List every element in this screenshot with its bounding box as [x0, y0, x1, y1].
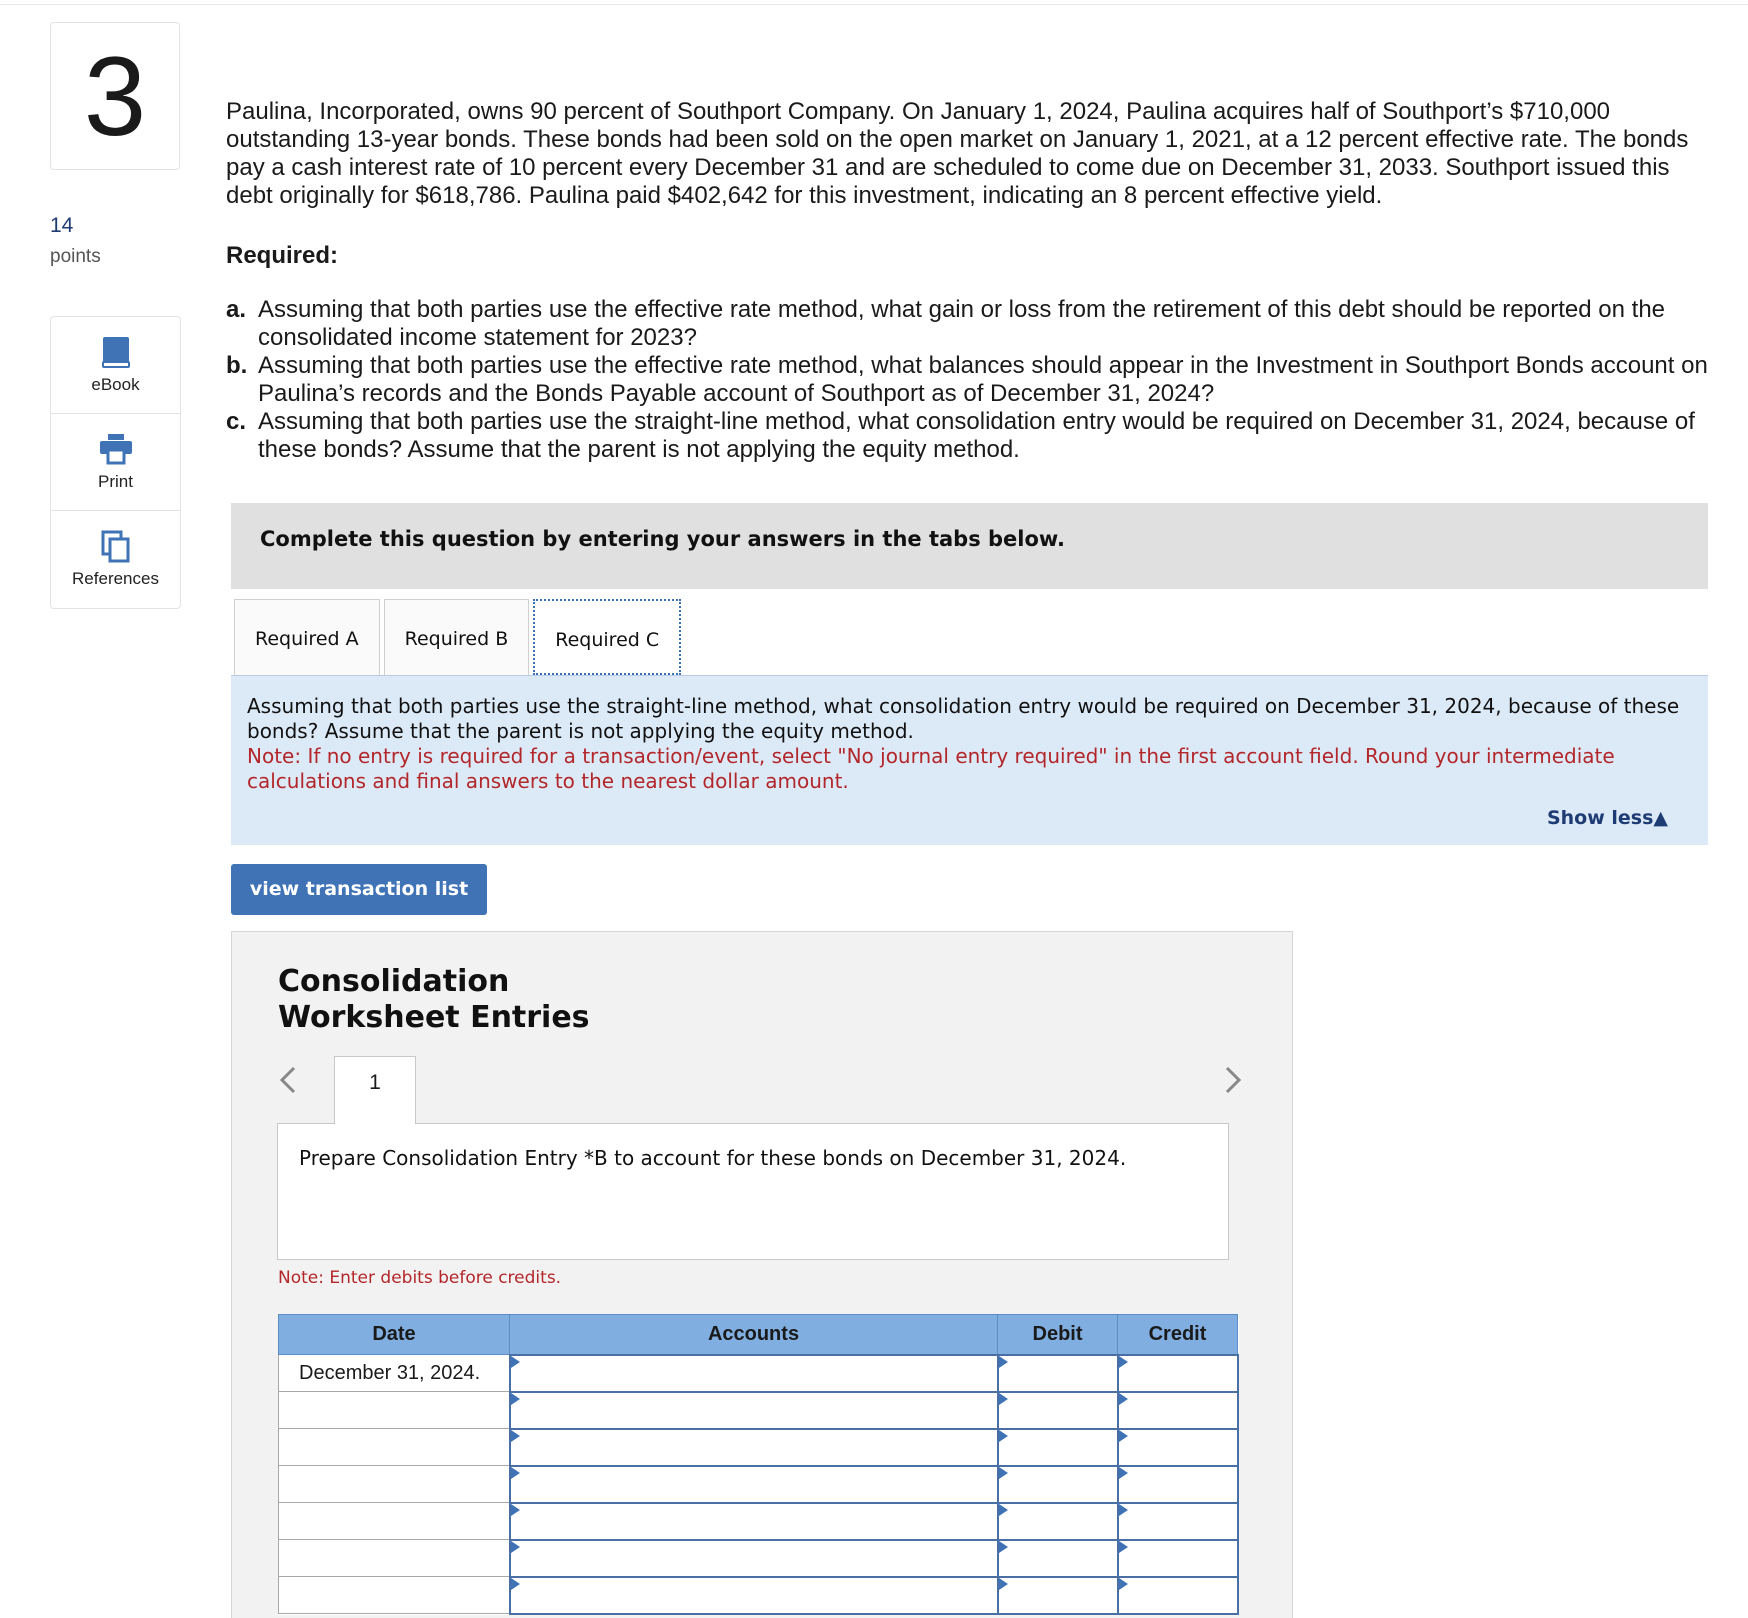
entry-page-tab[interactable]: 1 [334, 1056, 416, 1124]
date-cell [279, 1540, 510, 1577]
required-heading: Required: [226, 242, 339, 269]
debit-input[interactable] [998, 1429, 1118, 1466]
entry-prompt: Prepare Consolidation Entry *B to account for these bonds on December 31, 2024. [277, 1123, 1229, 1260]
tab-note: Note: If no entry is required for a transaction/event, select "No journal entry required" in the first account field. Round your intermediate calculations and final answers to the nearest dollar amount. [247, 744, 1615, 793]
table-row [279, 1355, 1238, 1392]
requirement-letter: b. [226, 352, 248, 379]
table-row [279, 1392, 1238, 1429]
date-cell [279, 1429, 510, 1466]
date-cell [279, 1466, 510, 1503]
credit-input[interactable] [1118, 1540, 1238, 1577]
table-row [279, 1466, 1238, 1503]
journal-entry-table [278, 1314, 1239, 1615]
table-row [279, 1540, 1238, 1577]
points-label: points [50, 246, 101, 267]
worksheet-panel [231, 931, 1293, 1618]
credit-input[interactable] [1118, 1466, 1238, 1503]
requirement-c [226, 408, 1726, 464]
debit-input[interactable] [998, 1466, 1118, 1503]
question-number: 3 [50, 22, 180, 170]
date-cell [279, 1577, 510, 1614]
debit-input[interactable] [998, 1355, 1118, 1392]
chevron-left-icon[interactable] [274, 1060, 304, 1100]
tools-panel [50, 316, 181, 609]
debit-input[interactable] [998, 1540, 1118, 1577]
tab-required-a[interactable]: Required A [234, 599, 380, 675]
credit-input[interactable] [1118, 1429, 1238, 1466]
credit-input[interactable] [1118, 1577, 1238, 1614]
requirement-letter: c. [226, 408, 247, 435]
top-divider [0, 4, 1748, 5]
account-select[interactable] [510, 1466, 998, 1503]
account-select[interactable] [510, 1503, 998, 1540]
references-label: References [72, 569, 159, 588]
table-row [279, 1577, 1238, 1614]
requirement-text: Assuming that both parties use the effective rate method, what gain or loss from the retirement of this debt should be reported on the consolidated income statement for 2023? [258, 296, 1666, 351]
book-icon [51, 335, 180, 375]
tab-required-c[interactable]: Required C [533, 599, 681, 675]
problem-text: Paulina, Incorporated, owns 90 percent of Southport Company. On January 1, 2024, Paulina acquires half of Southport’s $710,000 outstanding 13-year bonds. These bonds had been sold on the open market on January 1, 2021, at a 12 percent effective rate. The bonds pay a cash interest rate of 10 percent every December 31 and are scheduled to come due on December 31, 2033. Southport issued this debt originally for $618,786. Paulina paid $402,642 for this investment, indicating an 8 percent effective yield. [226, 98, 1689, 209]
tab-required-b[interactable]: Required B [384, 599, 530, 675]
credit-input[interactable] [1118, 1503, 1238, 1540]
credit-input[interactable] [1118, 1392, 1238, 1429]
date-cell [279, 1503, 510, 1540]
tab-panel [231, 675, 1708, 845]
print-button[interactable] [51, 414, 180, 511]
print-label: Print [98, 472, 133, 491]
worksheet-title-line2: Worksheet Entries [278, 1000, 590, 1035]
date-cell [279, 1392, 510, 1429]
credit-input[interactable] [1118, 1355, 1238, 1392]
account-select[interactable] [510, 1392, 998, 1429]
requirement-text: Assuming that both parties use the straight-line method, what consolidation entry would be required on December 31, 2024, because of these bonds? Assume that the parent is not applying the equity method. [258, 408, 1695, 463]
requirement-a [226, 296, 1726, 352]
view-transaction-list-button[interactable]: view transaction list [231, 864, 487, 915]
debit-input[interactable] [998, 1503, 1118, 1540]
ebook-button[interactable] [51, 317, 180, 414]
column-credit: Credit [1118, 1315, 1238, 1355]
requirements-list [226, 296, 1726, 464]
debit-input[interactable] [998, 1392, 1118, 1429]
chevron-right-icon[interactable] [1217, 1060, 1247, 1100]
table-row [279, 1429, 1238, 1466]
column-debit: Debit [998, 1315, 1118, 1355]
points-value: 14 [50, 214, 74, 237]
tab-question: Assuming that both parties use the straight-line method, what consolidation entry would be required on December 31, 2024, because of these bonds? Assume that the parent is not applying the equity method. [247, 694, 1680, 743]
worksheet-note: Note: Enter debits before credits. [278, 1268, 562, 1288]
requirement-b [226, 352, 1726, 408]
copy-pages-icon [51, 529, 180, 569]
table-row [279, 1503, 1238, 1540]
column-date: Date [279, 1315, 510, 1355]
worksheet-title [278, 964, 590, 1036]
requirement-text: Assuming that both parties use the effective rate method, what balances should appear in the Investment in Southport Bonds account on Paulina’s records and the Bonds Payable account of Southport as of December 31, 2024? [258, 352, 1708, 407]
account-select[interactable] [510, 1355, 998, 1392]
requirement-letter: a. [226, 296, 247, 323]
answer-tabs [234, 599, 685, 675]
points-block [50, 214, 101, 268]
worksheet-title-line1: Consolidation [278, 964, 510, 999]
table-header-row [279, 1315, 1238, 1355]
ebook-label: eBook [91, 375, 140, 394]
account-select[interactable] [510, 1429, 998, 1466]
printer-icon [51, 432, 180, 472]
date-cell: December 31, 2024. [279, 1355, 510, 1392]
account-select[interactable] [510, 1540, 998, 1577]
instruction-banner: Complete this question by entering your answers in the tabs below. [231, 503, 1708, 589]
references-button[interactable] [51, 511, 180, 608]
account-select[interactable] [510, 1577, 998, 1614]
debit-input[interactable] [998, 1577, 1118, 1614]
column-accounts: Accounts [510, 1315, 998, 1355]
show-less-link[interactable]: Show less▲ [1546, 807, 1668, 829]
